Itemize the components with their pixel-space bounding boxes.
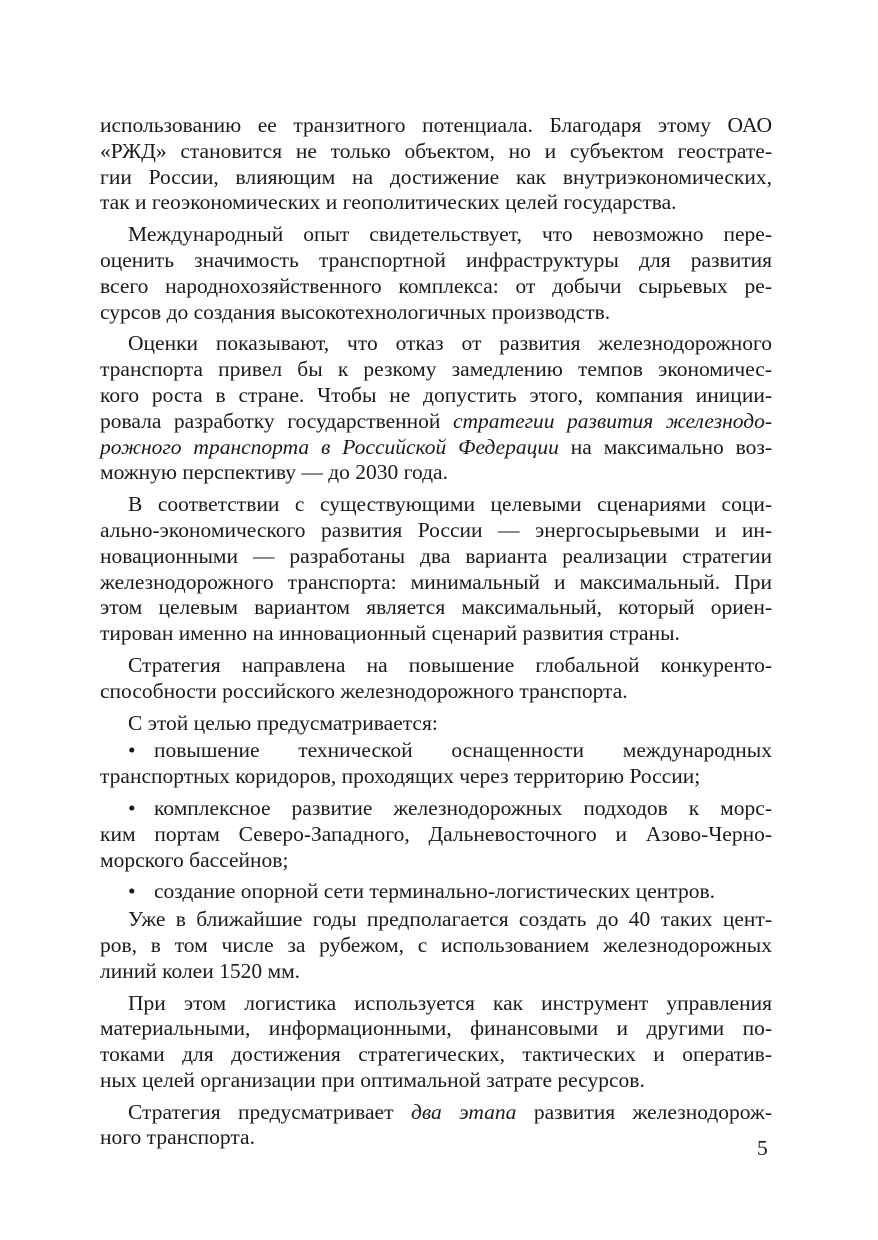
paragraph-line: При этом логистика используется как инструмент управления: [128, 990, 772, 1015]
paragraph-line: Международный опыт свидетельствует, что невозможно пере-: [128, 222, 772, 247]
page-body: [100, 113, 772, 1157]
bullet-icon: •: [128, 795, 136, 820]
list-item-line: ким портам Северо-Западного, Дальневосточного и Азово-Черно-: [100, 821, 772, 846]
paragraph-line: этом целевым вариантом является максимальный, который ориен-: [100, 595, 772, 620]
italic-term: два этапа: [410, 1099, 517, 1124]
paragraph-line: «РЖД» становится не только объектом, но и субъектом геострате-: [100, 138, 772, 163]
list-item: [100, 879, 772, 905]
italic-term: стратегии развития железнодо-: [452, 408, 772, 433]
paragraph-line: новационными — разработаны два варианта реализации стратегии: [100, 543, 772, 568]
list-item: [100, 796, 772, 873]
paragraph-line: так и геоэкономических и геополитических целей государства.: [100, 190, 677, 215]
list-item-first-line: [100, 796, 772, 822]
italic-term: рожного транспорта в Российской Федерации: [100, 434, 559, 459]
paragraph-line: гии России, влияющим на достижение как внутриэкономических,: [100, 164, 772, 189]
paragraph-line: [100, 409, 772, 435]
paragraph-line: ных целей организации при оптимальной затрате ресурсов.: [100, 1067, 645, 1092]
paragraph-line: способности российского железнодорожного транспорта.: [100, 678, 628, 703]
bullet-icon: •: [128, 879, 136, 904]
list-item-first-line: [100, 879, 772, 905]
paragraph-7: [100, 907, 772, 984]
paragraph-line: Оценки показывают, что отказ от развития железнодорожного: [128, 331, 772, 356]
plain-text: Стратегия предусматривает: [128, 1099, 411, 1124]
paragraph-line: Стратегия направлена на повышение глобальной конкуренто-: [128, 652, 772, 677]
paragraph-2: [100, 222, 772, 325]
paragraph-9: [100, 1100, 772, 1152]
paragraph-6: [100, 711, 772, 737]
list-item-line: морского бассейнов;: [100, 847, 289, 872]
paragraph-line: тирован именно на инновационный сценарий развития страны.: [100, 621, 680, 646]
plain-text: ровала разработку государственной: [100, 408, 453, 433]
paragraph-line: транспорта привел бы к резкому замедлению темпов экономичес-: [100, 357, 772, 382]
paragraph-line: линий колеи 1520 мм.: [100, 958, 301, 983]
paragraph-line: ров, в том числе за рубежом, с использованием железнодорожных: [100, 932, 772, 957]
paragraph-line: токами для достижения стратегических, тактических и оператив-: [100, 1042, 772, 1067]
paragraph-line: ного транспорта.: [100, 1125, 255, 1150]
page-number: 5: [757, 1136, 768, 1160]
paragraph-4: [100, 492, 772, 647]
paragraph-1: [100, 113, 772, 216]
paragraph-line: использованию ее транзитного потенциала. Благодаря этому ОАО: [100, 113, 772, 137]
plain-text: развития железнодорож-: [516, 1099, 772, 1124]
paragraph-line: ально-экономического развития России — энергосырьевыми и ин-: [100, 517, 772, 542]
paragraph-line: кого роста в стране. Чтобы не допустить этого, компания иниции-: [100, 382, 772, 407]
paragraph-5: [100, 653, 772, 705]
paragraph-line: железнодорожного транспорта: минимальный и максимальный. При: [100, 569, 772, 594]
plain-text: на максимально воз-: [558, 434, 773, 459]
paragraph-line: всего народнохозяйственного комплекса: от добычи сырьевых ре-: [100, 273, 772, 298]
paragraph-line: В соответствии с существующими целевыми сценариями соци-: [128, 492, 772, 517]
paragraph-line: С этой целью предусматривается:: [128, 710, 438, 735]
list-item-text: повышение технической оснащенности международных: [154, 738, 772, 763]
list-item: [100, 738, 772, 790]
paragraph-line: оценить значимость транспортной инфраструктуры для развития: [100, 247, 772, 272]
paragraph-8: [100, 991, 772, 1094]
paragraph-line: [100, 1100, 772, 1126]
list-item-text: создание опорной сети терминально-логистических центров.: [154, 879, 715, 904]
paragraph-line: Уже в ближайшие годы предполагается создать до 40 таких цент-: [128, 907, 772, 932]
paragraph-line: материальными, информационными, финансовыми и другими по-: [100, 1016, 772, 1041]
list-item-first-line: [100, 738, 772, 764]
paragraph-3: [100, 331, 772, 486]
paragraph-line: [100, 435, 772, 461]
paragraph-line: можную перспективу — до 2030 года.: [100, 460, 448, 485]
bullet-icon: •: [128, 738, 136, 763]
list-item-text: комплексное развитие железнодорожных подходов к морс-: [154, 795, 772, 820]
list-item-line: транспортных коридоров, проходящих через территорию России;: [100, 764, 701, 789]
paragraph-line: сурсов до создания высокотехнологичных производств.: [100, 299, 611, 324]
